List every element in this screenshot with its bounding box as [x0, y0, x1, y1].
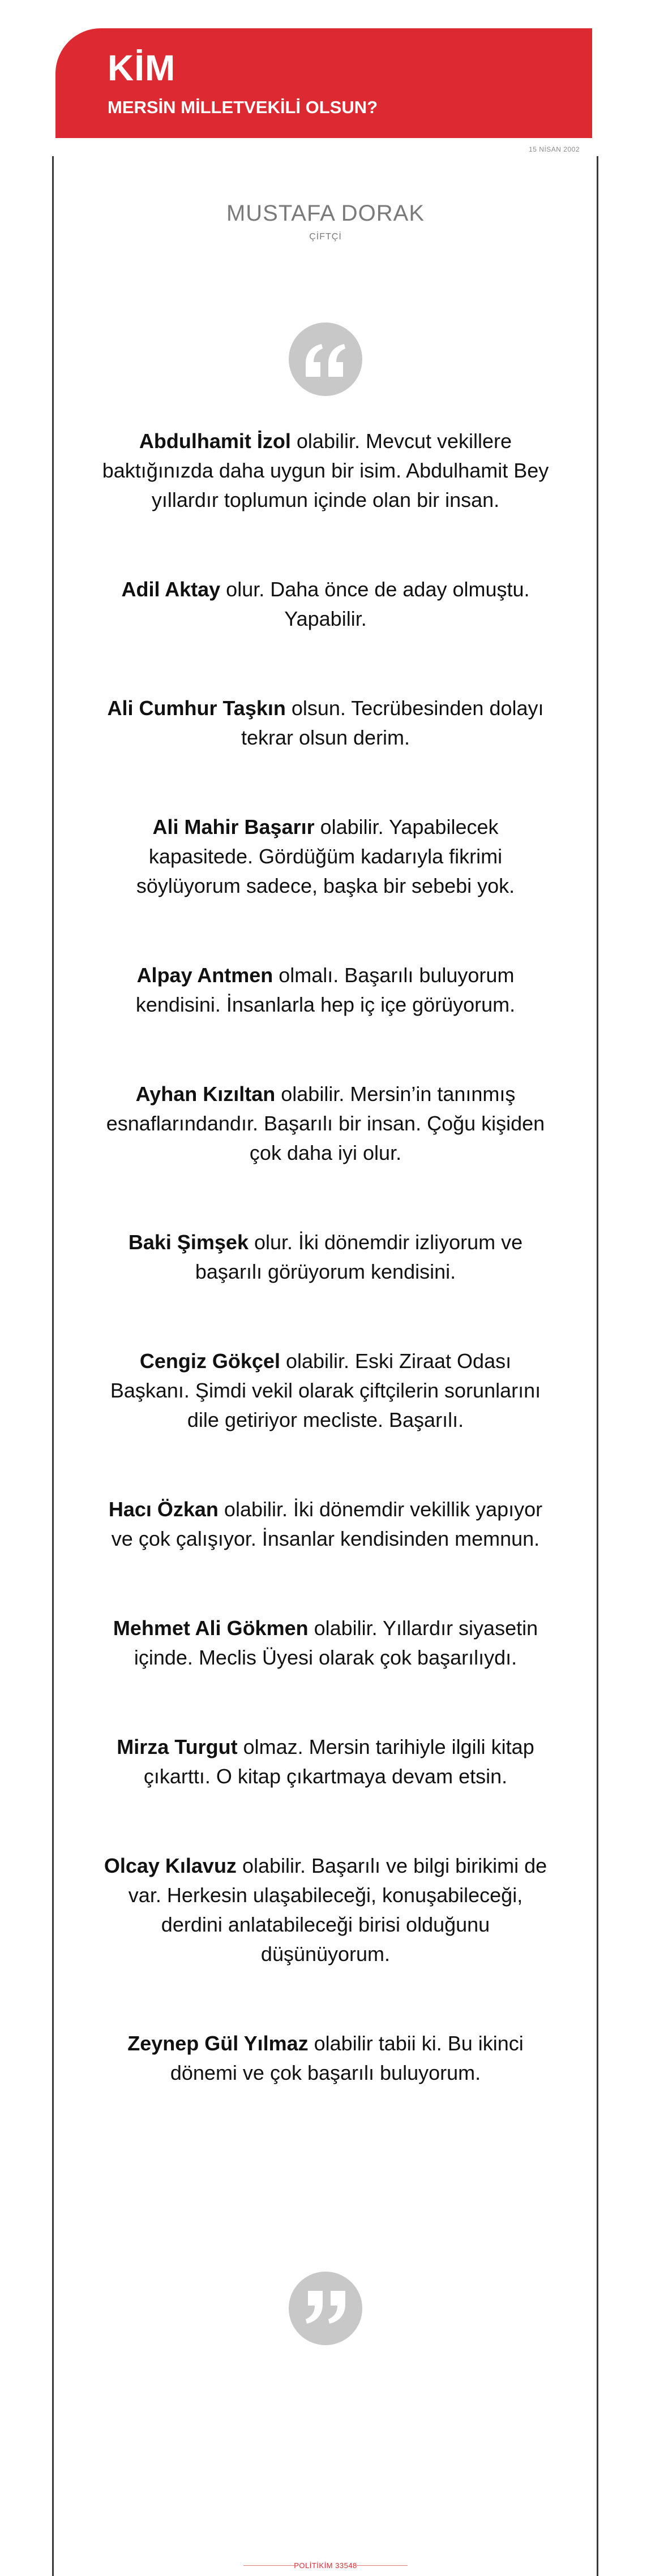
publish-date: 15 NİSAN 2002	[529, 145, 580, 153]
page-subtitle: MERSİN MİLLETVEKİLİ OLSUN?	[108, 97, 378, 117]
answer-text: olabilir. Eski Ziraat Odası Başkanı. Şimdi vekil olarak çiftçilerin sorunlarını dile getiriyor mecliste. Başarılı.	[110, 1349, 541, 1431]
answer-text: olabilir. Yapabilecek kapasitede. Gördüğüm kadarıyla fikrimi söylüyorum sadece, başka bir sebebi yok.	[136, 815, 515, 897]
author-name: MUSTAFA DORAK	[226, 201, 425, 226]
answer-name: Zeynep Gül Yılmaz	[127, 2032, 309, 2055]
answer-item	[102, 694, 549, 752]
answer-item	[102, 1080, 549, 1168]
answer-name: Adil Aktay	[121, 578, 221, 601]
answer-item	[102, 427, 549, 515]
answer-text: olabilir. Mersin’in tanınmış esnaflarındandır. Başarılı bir insan. Çoğu kişiden çok daha iyi olur.	[106, 1082, 545, 1164]
answer-name: Cengiz Gökçel	[139, 1349, 280, 1373]
answer-name: Hacı Özkan	[108, 1498, 219, 1521]
answer-item	[102, 1851, 549, 1969]
answer-text: olabilir. Mevcut vekillere baktığınızda daha uygun bir isim. Abdulhamit Bey yıllardır toplumun içinde olan bir insan.	[102, 429, 549, 511]
answer-name: Ali Cumhur Taşkın	[107, 696, 286, 720]
answer-text: olmalı. Başarılı buluyorum kendisini. İnsanlarla hep iç içe görüyorum.	[135, 964, 516, 1016]
answers-list	[102, 427, 549, 2148]
answer-item	[102, 1732, 549, 1791]
footer-label: POLİTİKİM 33548	[294, 2561, 357, 2570]
answer-item	[102, 1347, 549, 1435]
answer-item	[102, 1495, 549, 1554]
frame-border-right	[597, 156, 598, 2576]
answer-text: olur. Daha önce de aday olmuştu. Yapabilir.	[220, 578, 530, 630]
answer-text: olur. İki dönemdir izliyorum ve başarılı görüyorum kendisini.	[195, 1231, 523, 1283]
answer-name: Mehmet Ali Gökmen	[113, 1616, 309, 1640]
answer-name: Olcay Kılavuz	[104, 1854, 237, 1877]
answer-name: Ali Mahir Başarır	[152, 815, 315, 838]
frame-border-left	[52, 156, 54, 2576]
answer-text: olabilir. Yıllardır siyasetin içinde. Meclis Üyesi olarak çok başarılıydı.	[134, 1616, 538, 1669]
answer-item	[102, 1228, 549, 1287]
answer-item	[102, 1614, 549, 1672]
answer-text: olabilir. İki dönemdir vekillik yapıyor ve çok çalışıyor. İnsanlar kendisinden memnun.	[111, 1498, 543, 1550]
author-role: ÇİFTÇİ	[309, 232, 342, 242]
answer-item	[102, 2029, 549, 2088]
answer-text: olabilir. Başarılı ve bilgi birikimi de var. Herkesin ulaşabileceği, konuşabileceği, derdini anlatabileceği birisi olduğunu düşünüyorum.	[128, 1854, 547, 1966]
answer-name: Baki Şimşek	[128, 1231, 249, 1254]
page-title: KİM	[108, 48, 176, 88]
answer-item	[102, 961, 549, 1020]
answer-name: Mirza Turgut	[117, 1735, 238, 1758]
answer-text: olsun. Tecrübesinden dolayı tekrar olsun derim.	[241, 696, 544, 749]
answer-item	[102, 812, 549, 901]
quote-open-icon	[289, 322, 362, 396]
answer-text: olabilir tabii ki. Bu ikinci dönemi ve çok başarılı buluyorum.	[170, 2032, 524, 2084]
answer-item	[102, 575, 549, 634]
answer-text: olmaz. Mersin tarihiyle ilgili kitap çıkarttı. O kitap çıkartmaya devam etsin.	[143, 1735, 534, 1788]
answer-name: Ayhan Kızıltan	[135, 1082, 276, 1106]
answer-name: Abdulhamit İzol	[139, 429, 291, 453]
answer-name: Alpay Antmen	[136, 964, 273, 987]
quote-close-icon	[289, 2272, 362, 2345]
